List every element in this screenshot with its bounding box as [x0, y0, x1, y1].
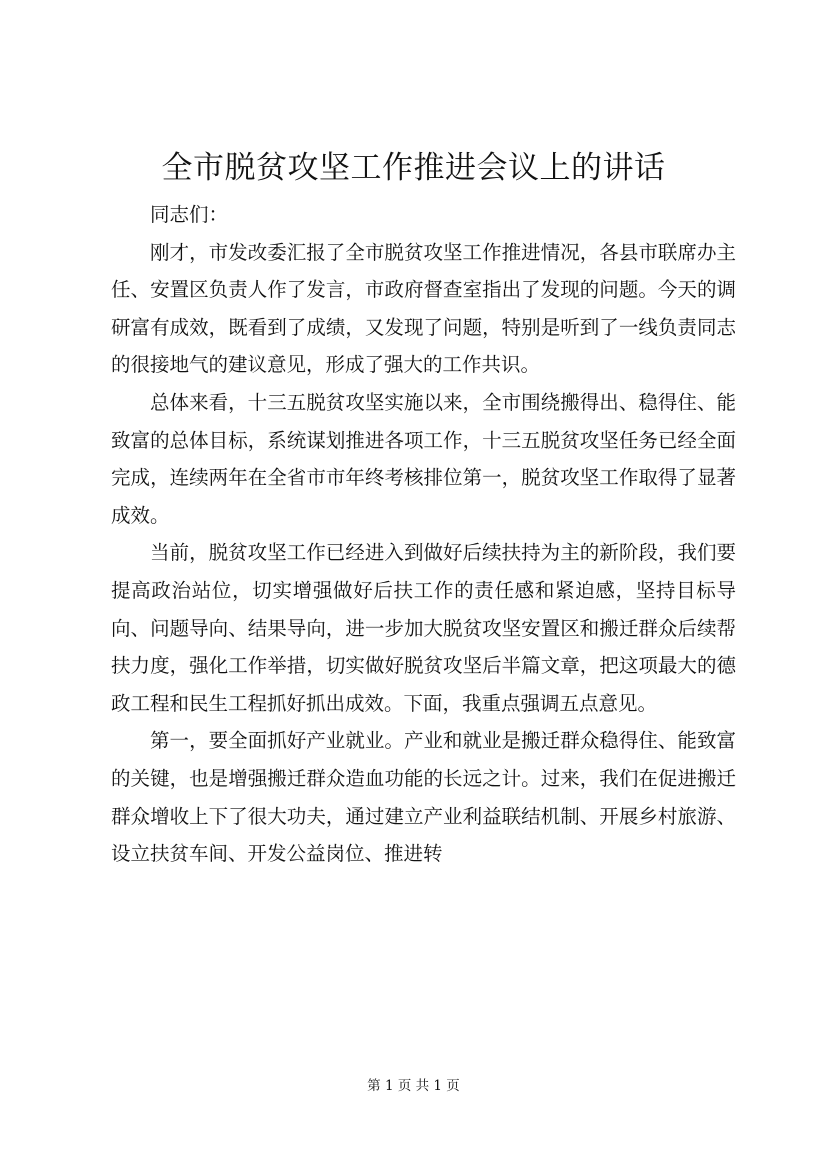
page-footer: 第 1 页 共 1 页	[367, 1078, 460, 1094]
paragraph: 当前，脱贫攻坚工作已经进入到做好后续扶持为主的新阶段，我们要提高政治站位，切实增强做好后扶工作的责任感和紧迫感，坚持目标导向、问题导向、结果导向，进一步加大脱贫攻坚安置区和搬迁群众后续帮扶力度，强化工作举措，切实做好脱贫攻坚后半篇文章，把这项最大的德政工程和民生工程抓好抓出成效。下面，我重点强调五点意见。	[111, 541, 736, 715]
document-title: 全市脱贫攻坚工作推进会议上的讲话	[161, 150, 666, 186]
document-body	[111, 196, 736, 873]
paragraph: 刚才，市发改委汇报了全市脱贫攻坚工作推进情况，各县市联席办主任、安置区负责人作了发言，市政府督查室指出了发现的问题。今天的调研富有成效，既看到了成绩，又发现了问题，特别是听到了一线负责同志的很接地气的建议意见，形成了强大的工作共识。	[111, 240, 736, 377]
paragraph: 第一，要全面抓好产业就业。产业和就业是搬迁群众稳得住、能致富的关键，也是增强搬迁群众造血功能的长远之计。过来，我们在促进搬迁群众增收上下了很大功夫，通过建立产业利益联结机制、开展乡村旅游、设立扶贫车间、开发公益岗位、推进转	[111, 729, 736, 866]
paragraph-salutation: 同志们：	[150, 203, 229, 226]
paragraph: 总体来看，十三五脱贫攻坚实施以来，全市围绕搬得出、稳得住、能致富的总体目标，系统谋划推进各项工作，十三五脱贫攻坚任务已经全面完成，连续两年在全省市市年终考核排位第一，脱贫攻坚工作取得了显著成效。	[111, 390, 736, 527]
